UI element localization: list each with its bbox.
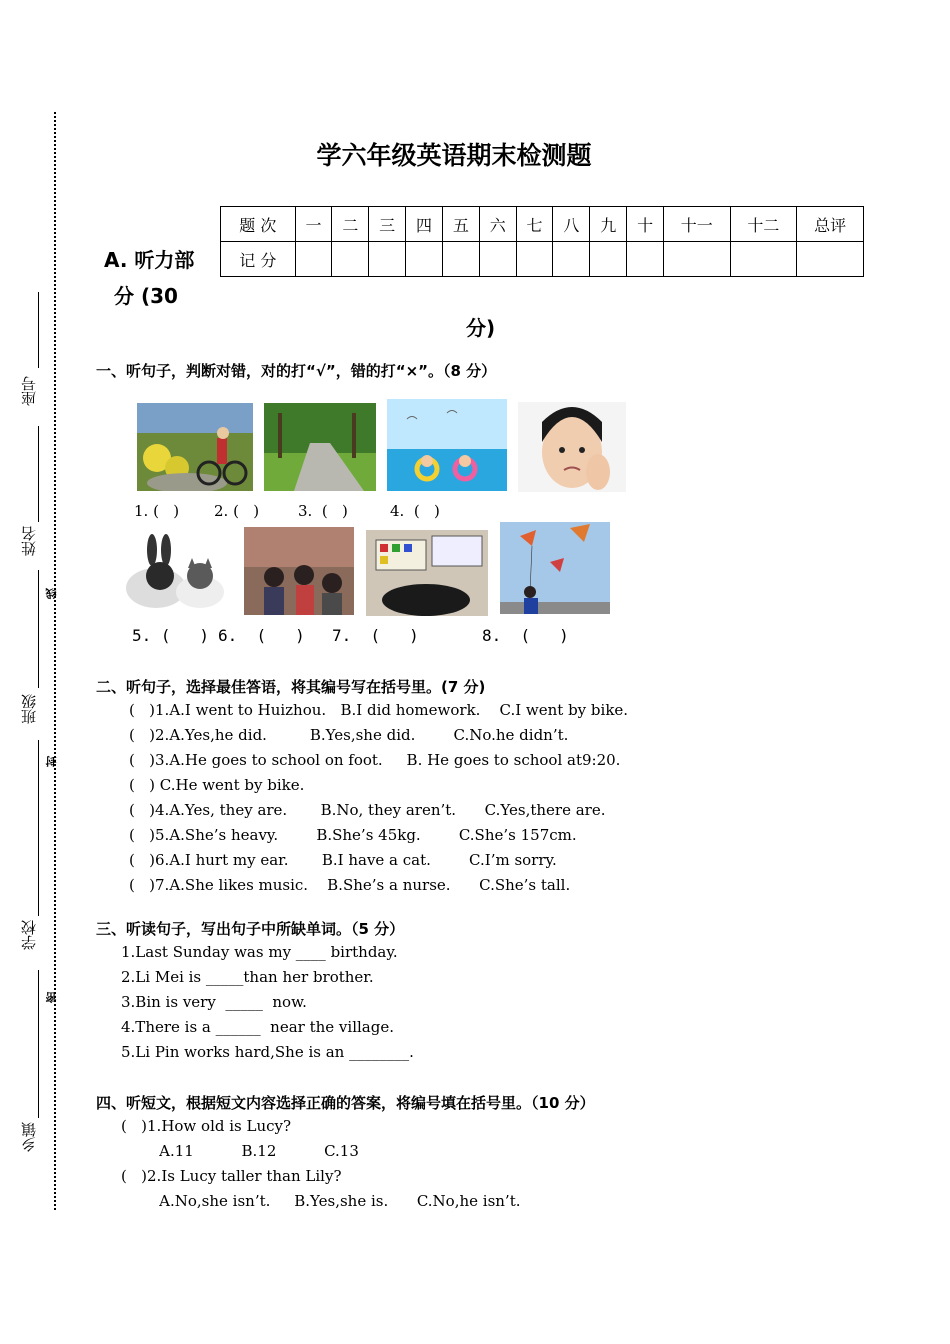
q1-heading: 一、听句子，判断对错，对的打“√”，错的打“×”。（8 分）	[96, 362, 497, 380]
score-table-header-row	[221, 207, 864, 242]
score-table	[220, 206, 864, 277]
section-a-label-line3: 分)	[466, 316, 496, 340]
score-row-label: 题 次	[221, 207, 296, 242]
q3-line-1: 1.Last Sunday was my ____ birthday.	[121, 943, 398, 961]
q2-line-3: ( )3.A.He goes to school on foot. B. He goes to school at9:20.	[129, 751, 621, 769]
score-col-header: 五	[442, 207, 479, 242]
score-row-label: 记 分	[221, 242, 296, 277]
score-col-header: 二	[332, 207, 369, 242]
picture-sad-girl	[518, 402, 626, 492]
q3-line-3: 3.Bin is very _____ now.	[121, 993, 307, 1011]
q4-line-2: A.11 B.12 C.13	[121, 1142, 359, 1160]
picture-art-class	[366, 530, 488, 616]
score-col-header: 七	[516, 207, 553, 242]
q4-line-1: ( )1.How old is Lucy?	[121, 1117, 292, 1135]
score-table-score-row	[221, 242, 864, 277]
q1-caption-8: 8. ( )	[482, 626, 569, 645]
q4-line-3: ( )2.Is Lucy taller than Lily?	[121, 1167, 342, 1185]
side-label-seat: 座号	[20, 376, 38, 406]
score-cell[interactable]	[553, 242, 590, 277]
score-cell[interactable]	[406, 242, 443, 277]
q2-line-2: ( )2.A.Yes,he did. B.Yes,she did. C.No.he didn’t.	[129, 726, 569, 744]
q2-line-1: ( )1.A.I went to Huizhou. B.I did homework. C.I went by bike.	[129, 701, 629, 719]
score-cell[interactable]	[627, 242, 664, 277]
q2-line-8: ( )7.A.She likes music. B.She’s a nurse. C.She’s tall.	[129, 876, 571, 894]
q3-line-4: 4.There is a ______ near the village.	[121, 1018, 394, 1036]
side-line-char: 线	[45, 588, 58, 599]
score-cell[interactable]	[295, 242, 332, 277]
q3-line-2: 2.Li Mei is _____than her brother.	[121, 968, 374, 986]
seat-write-line	[38, 292, 39, 368]
side-label-name: 姓名	[20, 526, 38, 556]
q3-line-5: 5.Li Pin works hard,She is an ________.	[121, 1043, 414, 1061]
picture-park-road	[264, 403, 376, 491]
q1-caption-4: 4. ( )	[390, 502, 440, 520]
score-col-header: 十	[627, 207, 664, 242]
picture-flying-kites	[500, 522, 610, 614]
picture-cyclist	[137, 403, 253, 491]
score-cell[interactable]	[730, 242, 797, 277]
score-col-header: 十二	[730, 207, 797, 242]
picture-street-crowd	[244, 527, 354, 615]
score-col-header: 十一	[664, 207, 731, 242]
school-write-line	[38, 740, 39, 916]
score-col-header: 一	[295, 207, 332, 242]
score-col-header: 四	[406, 207, 443, 242]
q3-heading: 三、听读句子，写出句子中所缺单词。（5 分）	[96, 920, 405, 938]
section-a-label-line1: A. 听力部	[104, 248, 195, 272]
score-col-header: 六	[479, 207, 516, 242]
q2-heading: 二、听句子，选择最佳答语，将其编号写在括号里。(7 分)	[96, 678, 486, 696]
q4-heading: 四、听短文，根据短文内容选择正确的答案，将编号填在括号里。（10 分）	[96, 1094, 595, 1112]
section-a-label-line2: 分 (30	[114, 284, 178, 308]
q1-caption-1: 1. ( )	[134, 502, 180, 520]
picture-swimming-cartoon	[387, 399, 507, 491]
q1-caption-5: 5. ( )	[132, 626, 210, 645]
page-title: 学六年级英语期末检测题	[316, 141, 592, 170]
score-cell[interactable]	[797, 242, 864, 277]
side-label-town: 乡镇	[20, 1122, 38, 1152]
score-cell[interactable]	[590, 242, 627, 277]
score-cell[interactable]	[332, 242, 369, 277]
score-col-header: 总评	[797, 207, 864, 242]
score-col-header: 八	[553, 207, 590, 242]
side-seal-char: 封	[45, 756, 58, 767]
picture-rabbit-and-cat	[116, 530, 230, 614]
score-col-header: 九	[590, 207, 627, 242]
score-cell[interactable]	[442, 242, 479, 277]
q4-line-4: A.No,she isn’t. B.Yes,she is. C.No,he isn’t.	[121, 1192, 521, 1210]
score-cell[interactable]	[369, 242, 406, 277]
score-cell[interactable]	[516, 242, 553, 277]
score-col-header: 三	[369, 207, 406, 242]
q2-line-5: ( )4.A.Yes, they are. B.No, they aren’t. C.Yes,there are.	[129, 801, 606, 819]
side-label-class: 班级	[20, 694, 38, 724]
score-cell[interactable]	[479, 242, 516, 277]
q2-line-7: ( )6.A.I hurt my ear. B.I have a cat. C.I’m sorry.	[129, 851, 557, 869]
side-secret-char: 密	[45, 992, 58, 1003]
q1-caption-7: 7. ( )	[332, 626, 419, 645]
q1-caption-6: 6. ( )	[218, 626, 305, 645]
q2-line-4: ( ) C.He went by bike.	[129, 776, 305, 794]
q2-line-6: ( )5.A.She’s heavy. B.She’s 45kg. C.She’s 157cm.	[129, 826, 577, 844]
name-write-line	[38, 426, 39, 522]
class-write-line	[38, 570, 39, 688]
town-write-line	[38, 970, 39, 1118]
side-label-school: 学校	[20, 920, 38, 950]
score-cell[interactable]	[664, 242, 731, 277]
q1-caption-2: 2. ( )	[214, 502, 260, 520]
q1-caption-3: 3. ( )	[298, 502, 348, 520]
binding-dotted-line	[54, 112, 56, 1210]
